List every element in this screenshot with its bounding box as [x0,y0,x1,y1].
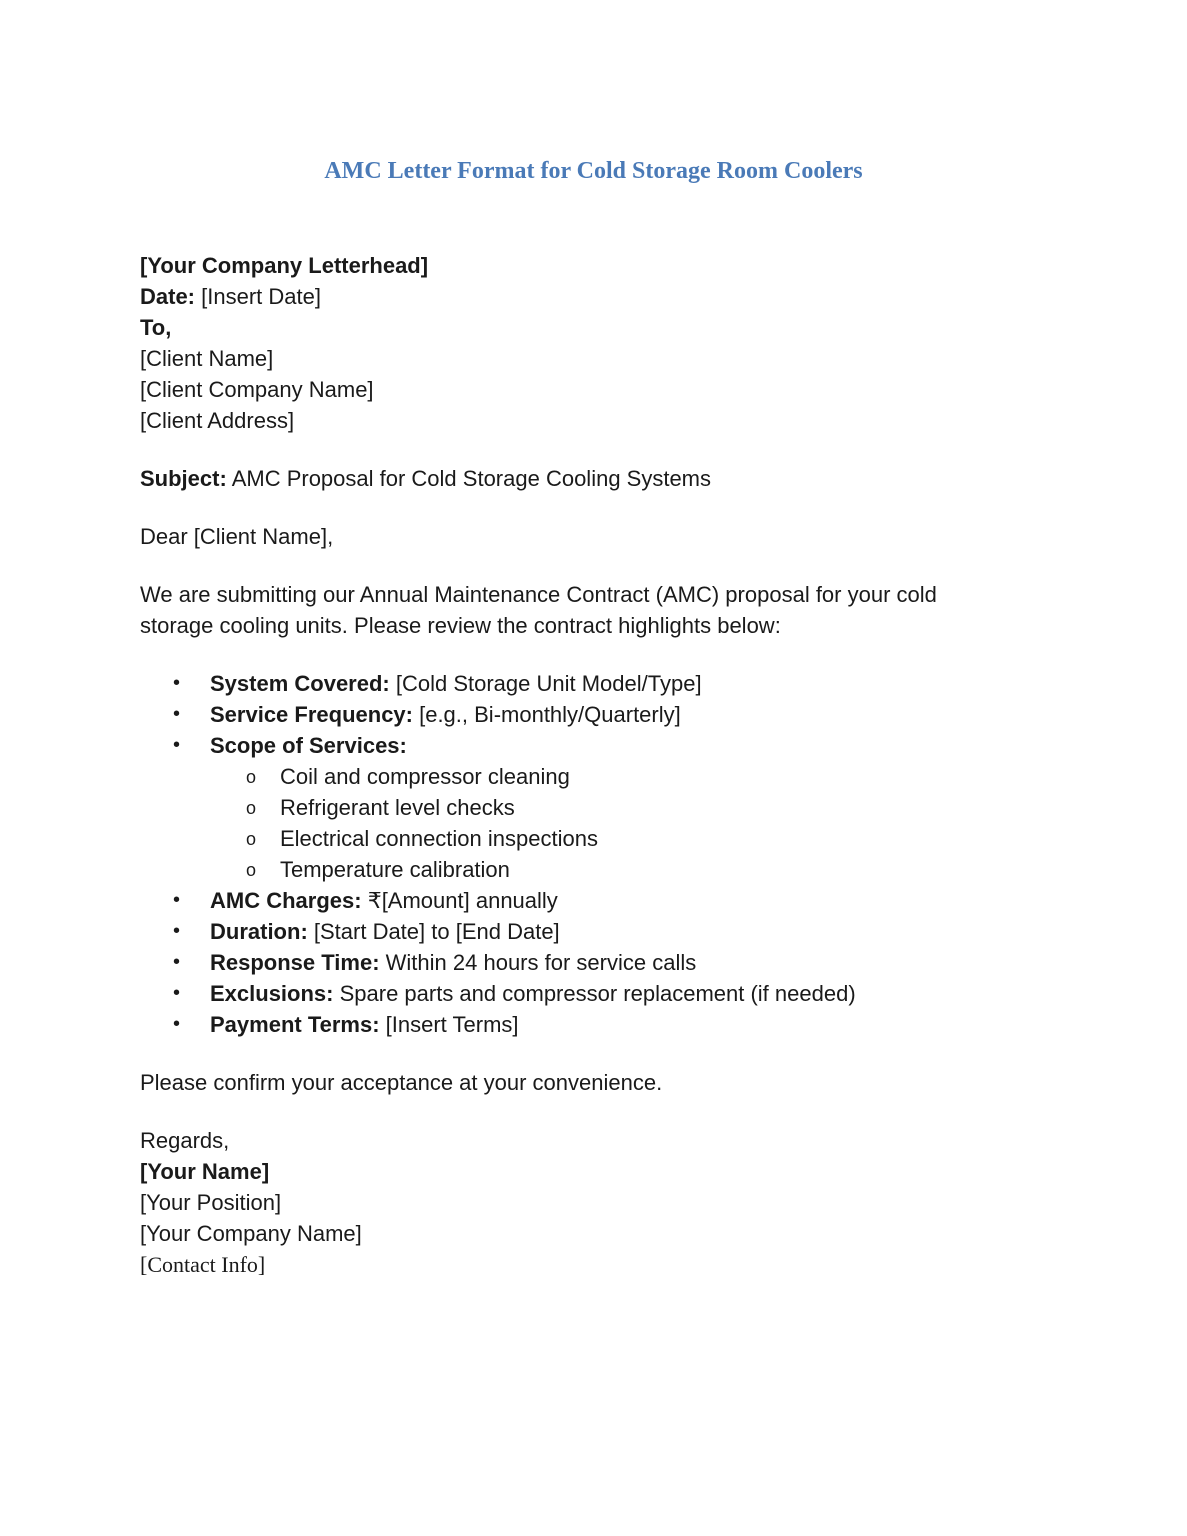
spacer [140,436,1040,463]
bullet-icon: • [173,951,181,973]
bullet-icon: • [173,1013,181,1035]
letter-body [140,250,1040,1280]
signature-name: [Your Name] [140,1159,270,1184]
list-item-duration [140,916,1040,947]
spacer [140,1098,1040,1125]
list-item-payment-terms [140,1009,1040,1040]
subject-line [140,463,1040,494]
date-label: Date: [140,284,196,309]
bullet-icon: • [173,703,181,725]
item-label: Scope of Services: [210,733,407,758]
sublist-item-text: Electrical connection inspections [280,826,598,851]
regards: Regards, [140,1128,230,1153]
item-value: [Insert Terms] [379,1012,519,1037]
item-label: AMC Charges: [210,888,362,913]
subject-value: AMC Proposal for Cold Storage Cooling Systems [226,466,712,491]
signature-contact: [Contact Info] [140,1252,266,1277]
bullet-icon: • [173,920,181,942]
sublist-item [140,792,1040,823]
sublist-item [140,823,1040,854]
item-value: [e.g., Bi-monthly/Quarterly] [412,702,681,727]
closing-line: Please confirm your acceptance at your convenience. [140,1070,663,1095]
spacer [140,641,1040,668]
sublist-item-text: Temperature calibration [280,857,510,882]
intro-line-1: We are submitting our Annual Maintenance Contract (AMC) proposal for your cold [140,582,937,607]
sublist-item [140,761,1040,792]
document-title: AMC Letter Format for Cold Storage Room Coolers [324,158,863,184]
sublist-item [140,854,1040,885]
list-item-amc-charges [140,885,1040,916]
list-item-response-time [140,947,1040,978]
bullet-icon: • [173,982,181,1004]
highlights-list-continued [140,885,1040,1040]
list-item-system-covered [140,668,1040,699]
list-item-scope [140,730,1040,761]
date-value: [Insert Date] [195,284,321,309]
client-company: [Client Company Name] [140,377,374,402]
bullet-icon: • [173,672,181,694]
list-item-service-frequency [140,699,1040,730]
item-value: [Cold Storage Unit Model/Type] [389,671,702,696]
item-value: ₹[Amount] annually [361,888,558,913]
circle-bullet-icon: o [246,798,257,818]
spacer [140,1040,1040,1067]
circle-bullet-icon: o [246,860,257,880]
letterhead-placeholder: [Your Company Letterhead] [140,253,429,278]
salutation: Dear [Client Name], [140,524,334,549]
spacer [140,552,1040,579]
item-value: Within 24 hours for service calls [379,950,697,975]
recipient-to: To, [140,315,172,340]
sublist-item-text: Coil and compressor cleaning [280,764,570,789]
item-value: Spare parts and compressor replacement (if needed) [333,981,856,1006]
item-value: [Start Date] to [End Date] [307,919,560,944]
bullet-icon: • [173,734,181,756]
item-label: Exclusions: [210,981,334,1006]
circle-bullet-icon: o [246,829,257,849]
highlights-list [140,668,1040,761]
bullet-icon: • [173,889,181,911]
signature-position: [Your Position] [140,1190,282,1215]
spacer [140,494,1040,521]
client-name: [Client Name] [140,346,274,371]
item-label: Duration: [210,919,308,944]
client-address: [Client Address] [140,408,295,433]
sublist-item-text: Refrigerant level checks [280,795,515,820]
scope-sublist [140,761,1040,885]
intro-line-2: storage cooling units. Please review the contract highlights below: [140,613,781,638]
list-item-exclusions [140,978,1040,1009]
item-label: System Covered: [210,671,390,696]
signature-company: [Your Company Name] [140,1221,362,1246]
date-line [140,281,1040,312]
circle-bullet-icon: o [246,767,257,787]
item-label: Service Frequency: [210,702,413,727]
subject-label: Subject: [140,466,227,491]
item-label: Response Time: [210,950,380,975]
item-label: Payment Terms: [210,1012,380,1037]
